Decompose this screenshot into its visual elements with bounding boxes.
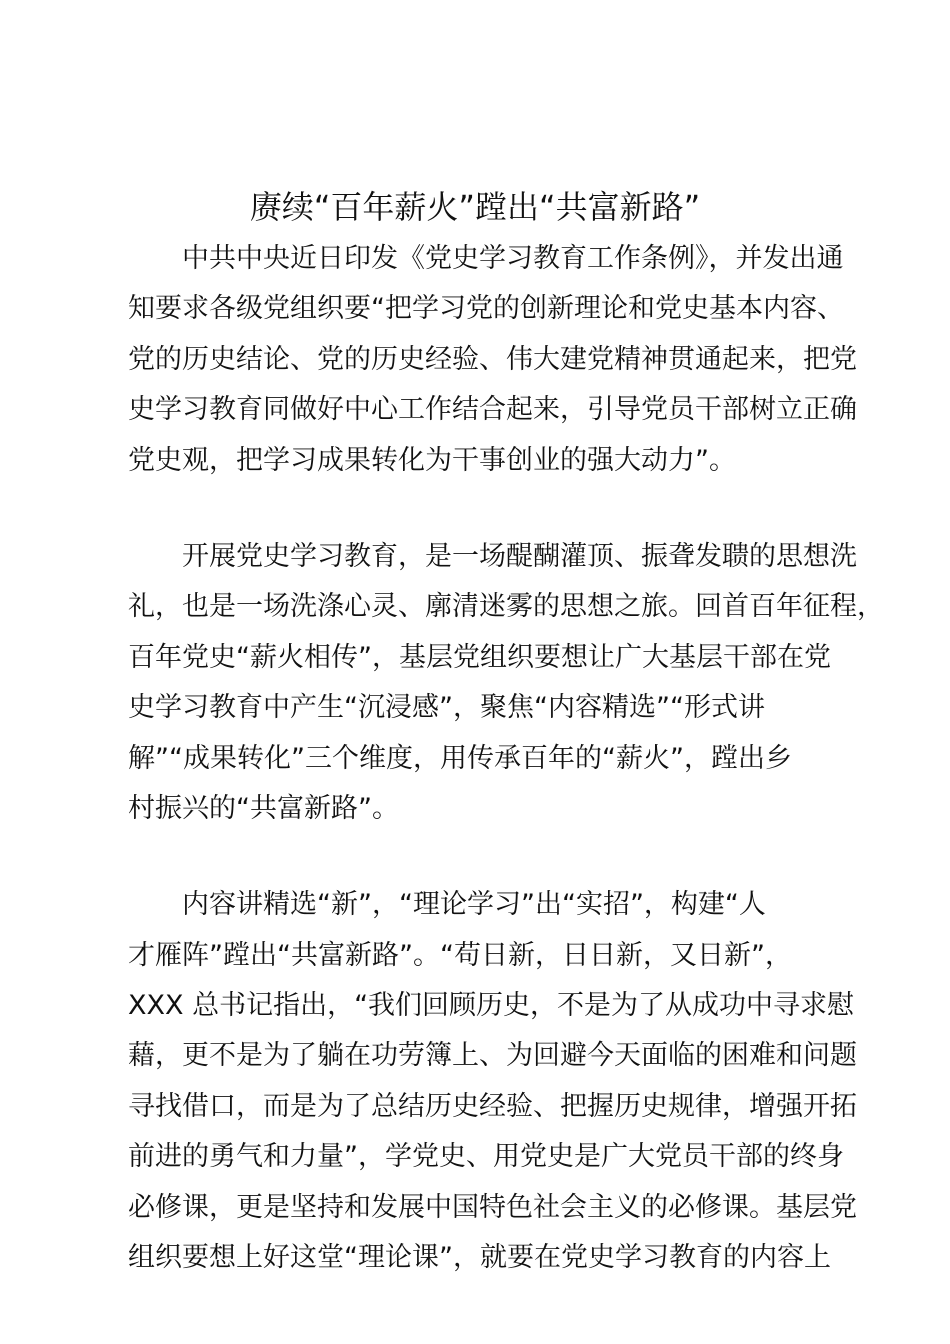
document-title: 赓续“百年薪火”蹚出“共富新路” xyxy=(249,188,701,226)
paragraph-line: 才雁阵”蹚出“共富新路”。“苟日新，日日新，又日新”， xyxy=(128,939,792,971)
paragraph-line: 前进的勇气和力量”，学党史、用党史是广大党员干部的终身 xyxy=(128,1141,844,1173)
paragraph-2 xyxy=(128,532,884,834)
paragraph-line: 史学习教育中产生“沉浸感”，聚焦“内容精选”“形式讲 xyxy=(128,692,765,724)
paragraph-line: 组织要想上好这堂“理论课”，就要在党史学习教育的内容上 xyxy=(128,1242,831,1274)
paragraph-line: 知要求各级党组织要“把学习党的创新理论和党史基本内容、 xyxy=(128,293,844,325)
paragraph-spacer xyxy=(128,834,848,880)
paragraph-line: 史学习教育同做好中心工作结合起来，引导党员干部树立正确 xyxy=(128,394,857,426)
paragraph-line: 寻找借口，而是为了总结历史经验、把握历史规律，增强开拓 xyxy=(128,1090,857,1122)
paragraph-line: 开展党史学习教育，是一场醍醐灌顶、振聋发聩的思想洗 xyxy=(182,540,857,572)
paragraph-line: 中共中央近日印发《党史学习教育工作条例》，并发出通 xyxy=(182,243,844,274)
paragraph-line: 内容讲精选“新”，“理论学习”出“实招”，构建“人 xyxy=(182,889,766,921)
document-body xyxy=(128,234,884,1283)
paragraph-3 xyxy=(128,880,857,1283)
paragraph-line: 藉，更不是为了躺在功劳簿上、为回避今天面临的困难和问题 xyxy=(128,1040,857,1072)
paragraph-line: 百年党史“薪火相传”，基层党组织要想让广大基层干部在党 xyxy=(128,641,831,673)
paragraph-line: 礼，也是一场洗涤心灵、廓清迷雾的思想之旅。回首百年征程， xyxy=(128,591,884,623)
paragraph-line: 必修课，更是坚持和发展中国特色社会主义的必修课。基层党 xyxy=(128,1191,857,1223)
paragraph-line: 党史观，把学习成果转化为干事创业的强大动力”。 xyxy=(128,444,736,476)
paragraph-spacer xyxy=(128,486,848,532)
paragraph-line: 村振兴的“共富新路”。 xyxy=(128,792,399,824)
paragraph-line: 党的历史结论、党的历史经验、伟大建党精神贯通起来，把党 xyxy=(128,343,857,375)
paragraph-1 xyxy=(128,234,857,486)
paragraph-line: XXX 总书记指出，“我们回顾历史，不是为了从成功中寻求慰 xyxy=(128,990,855,1022)
paragraph-line: 解”“成果转化”三个维度，用传承百年的“薪火”，蹚出乡 xyxy=(128,742,792,774)
